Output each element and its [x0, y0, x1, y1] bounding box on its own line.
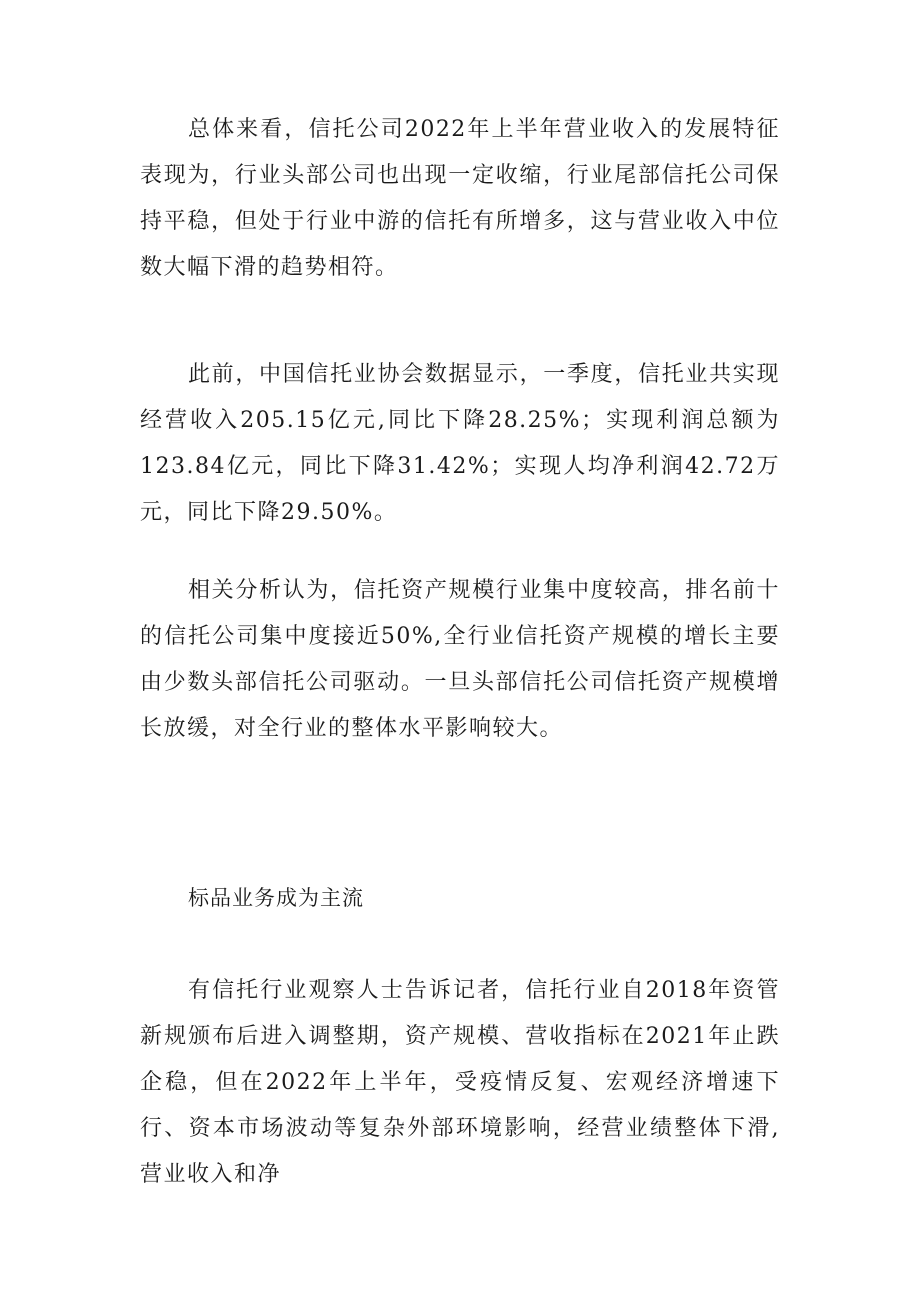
- paragraph-revenue-characteristics: 总体来看，信托公司2022年上半年营业收入的发展特征表现为，行业头部公司也出现一定收缩，行业尾部信托公司保持平稳，但处于行业中游的信托有所增多，这与营业收入中位数大幅下滑的趋势相符。: [140, 117, 780, 280]
- paragraph-industry-concentration: 相关分析认为，信托资产规模行业集中度较高，排名前十的信托公司集中度接近50%,全行业信托资产规模的增长主要由少数头部信托公司驱动。一旦头部信托公司信托资产规模增长放缓，对全行业的整体水平影响较大。: [140, 578, 780, 741]
- paragraph-q1-statistics: 此前，中国信托业协会数据显示，一季度，信托业共实现经营收入205.15亿元,同比下降28.25%；实现利润总额为123.84亿元，同比下降31.42%；实现人均净利润42.72万元，同比下降29.50%。: [140, 362, 780, 525]
- section-heading: 标品业务成为主流: [188, 886, 364, 910]
- paragraph-industry-observer: 有信托行业观察人士告诉记者，信托行业自2018年资管新规颁布后进入调整期，资产规模、营收指标在2021年止跌企稳，但在2022年上半年，受疫情反复、宏观经济增速下行、资本市场波动等复杂外部环境影响，经营业绩整体下滑,营业收入和净: [140, 978, 780, 1187]
